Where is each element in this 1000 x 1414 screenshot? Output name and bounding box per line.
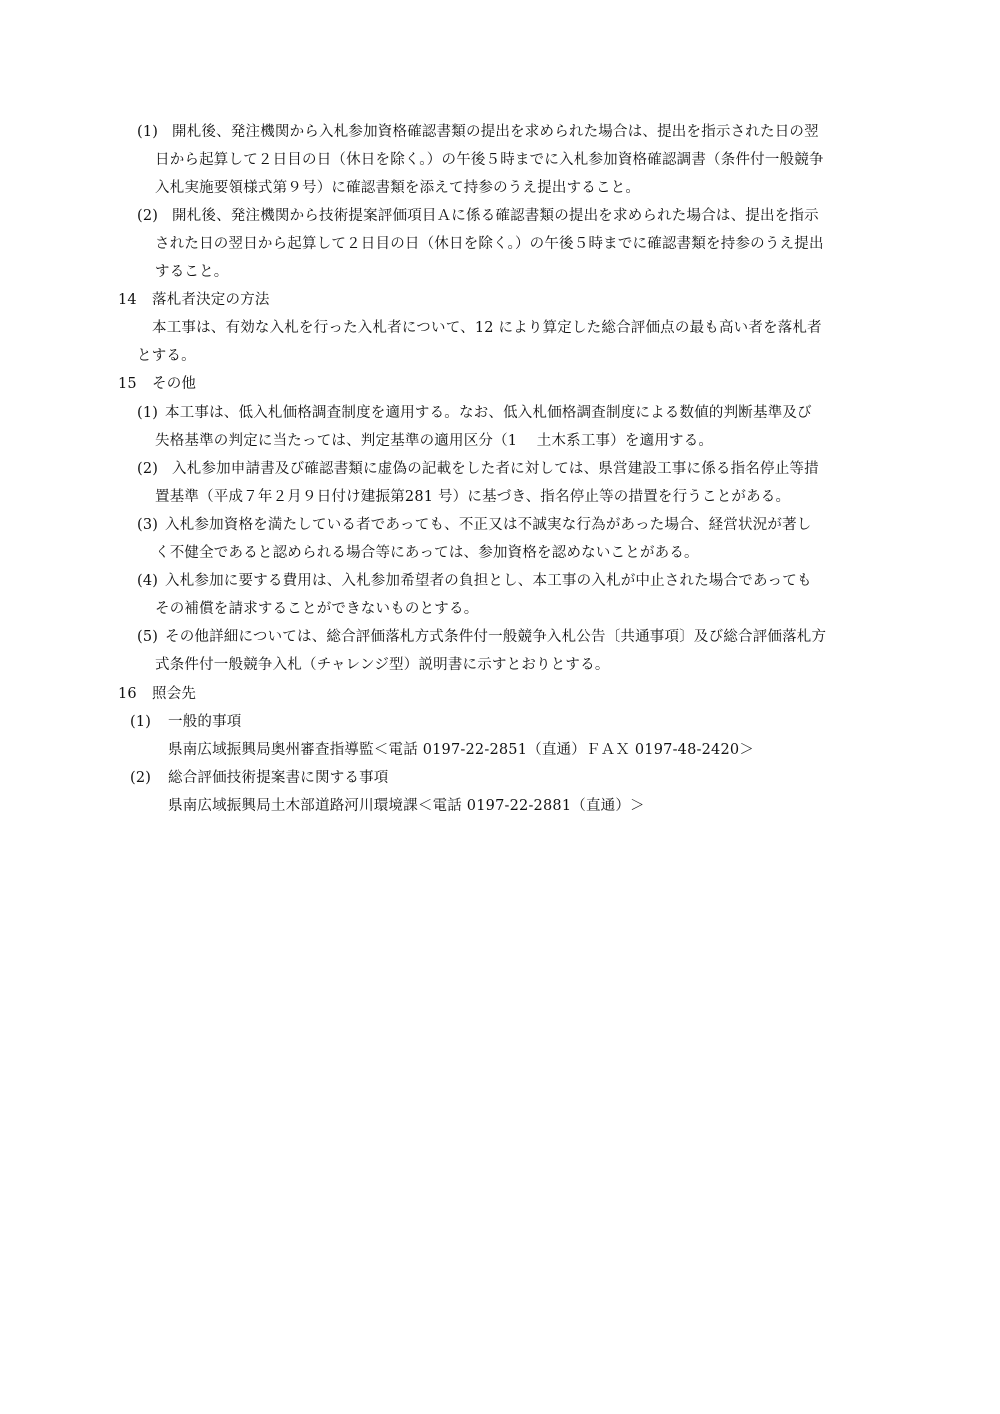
text-line: された日の翌日から起算して２日目の日（休日を除く。）の午後５時までに確認書類を持参のうえ提出 <box>155 236 824 252</box>
item-number: (2) <box>130 770 152 786</box>
text-line: 入札参加に要する費用は、入札参加希望者の負担とし、本工事の入札が中止された場合であっても <box>165 573 812 589</box>
section-title: 照会先 <box>152 686 197 702</box>
section-number: 16 <box>118 686 137 702</box>
section-number: 15 <box>118 376 137 392</box>
item-number: (1) <box>137 124 159 140</box>
item-title: 総合評価技術提案書に関する事項 <box>168 770 389 786</box>
text-line: 入札実施要領様式第９号）に確認書類を添えて持参のうえ提出すること。 <box>155 180 641 196</box>
item-number: (1) <box>137 405 159 421</box>
item-title: 一般的事項 <box>168 714 242 730</box>
text-line: その補償を請求することができないものとする。 <box>155 601 479 617</box>
text-line: 失格基準の判定に当たっては、判定基準の適用区分（1 土木系工事）を適用する。 <box>155 433 714 449</box>
text-line: 入札参加申請書及び確認書類に虚偽の記載をした者に対しては、県営建設工事に係る指名停止等措 <box>172 461 819 477</box>
text-line: その他詳細については、総合評価落札方式条件付一般競争入札公告〔共通事項〕及び総合評価落札方 <box>165 629 827 645</box>
text-line: 日から起算して２日目の日（休日を除く。）の午後５時までに入札参加資格確認調書（条件付一般競争 <box>155 152 824 168</box>
text-line: 開札後、発注機関から入札参加資格確認書類の提出を求められた場合は、提出を指示された日の翌 <box>172 124 819 140</box>
text-line: 本工事は、低入札価格調査制度を適用する。なお、低入札価格調査制度による数値的判断基準及び <box>165 405 812 421</box>
section-title: その他 <box>152 376 197 392</box>
text-line: すること。 <box>155 264 229 280</box>
text-line: 入札参加資格を満たしている者であっても、不正又は不誠実な行為があった場合、経営状況が著し <box>165 517 812 533</box>
text-line: 式条件付一般競争入札（チャレンジ型）説明書に示すとおりとする。 <box>155 657 610 673</box>
contact-line: 県南広域振興局土木部道路河川環境課＜電話 0197-22-2881（直通）＞ <box>168 798 645 814</box>
item-number: (5) <box>137 629 159 645</box>
item-number: (3) <box>137 517 159 533</box>
item-number: (1) <box>130 714 152 730</box>
item-number: (2) <box>137 208 159 224</box>
item-number: (4) <box>137 573 159 589</box>
item-number: (2) <box>137 461 159 477</box>
section-number: 14 <box>118 292 137 308</box>
text-line: 開札後、発注機関から技術提案評価項目Ａに係る確認書類の提出を求められた場合は、提出を指示 <box>172 208 819 224</box>
section-title: 落札者決定の方法 <box>152 292 270 308</box>
text-line: とする。 <box>137 348 196 364</box>
text-line: 本工事は、有効な入札を行った入札者について、12 により算定した総合評価点の最も高い者を落札者 <box>152 320 822 336</box>
text-line: く不健全であると認められる場合等にあっては、参加資格を認めないことがある。 <box>155 545 699 561</box>
text-line: 置基準（平成７年２月９日付け建振第281 号）に基づき、指名停止等の措置を行うことがある。 <box>155 489 791 505</box>
contact-line: 県南広域振興局奥州審査指導監＜電話 0197-22-2851（直通）ＦＡＸ 0197-48-2420＞ <box>168 742 755 758</box>
